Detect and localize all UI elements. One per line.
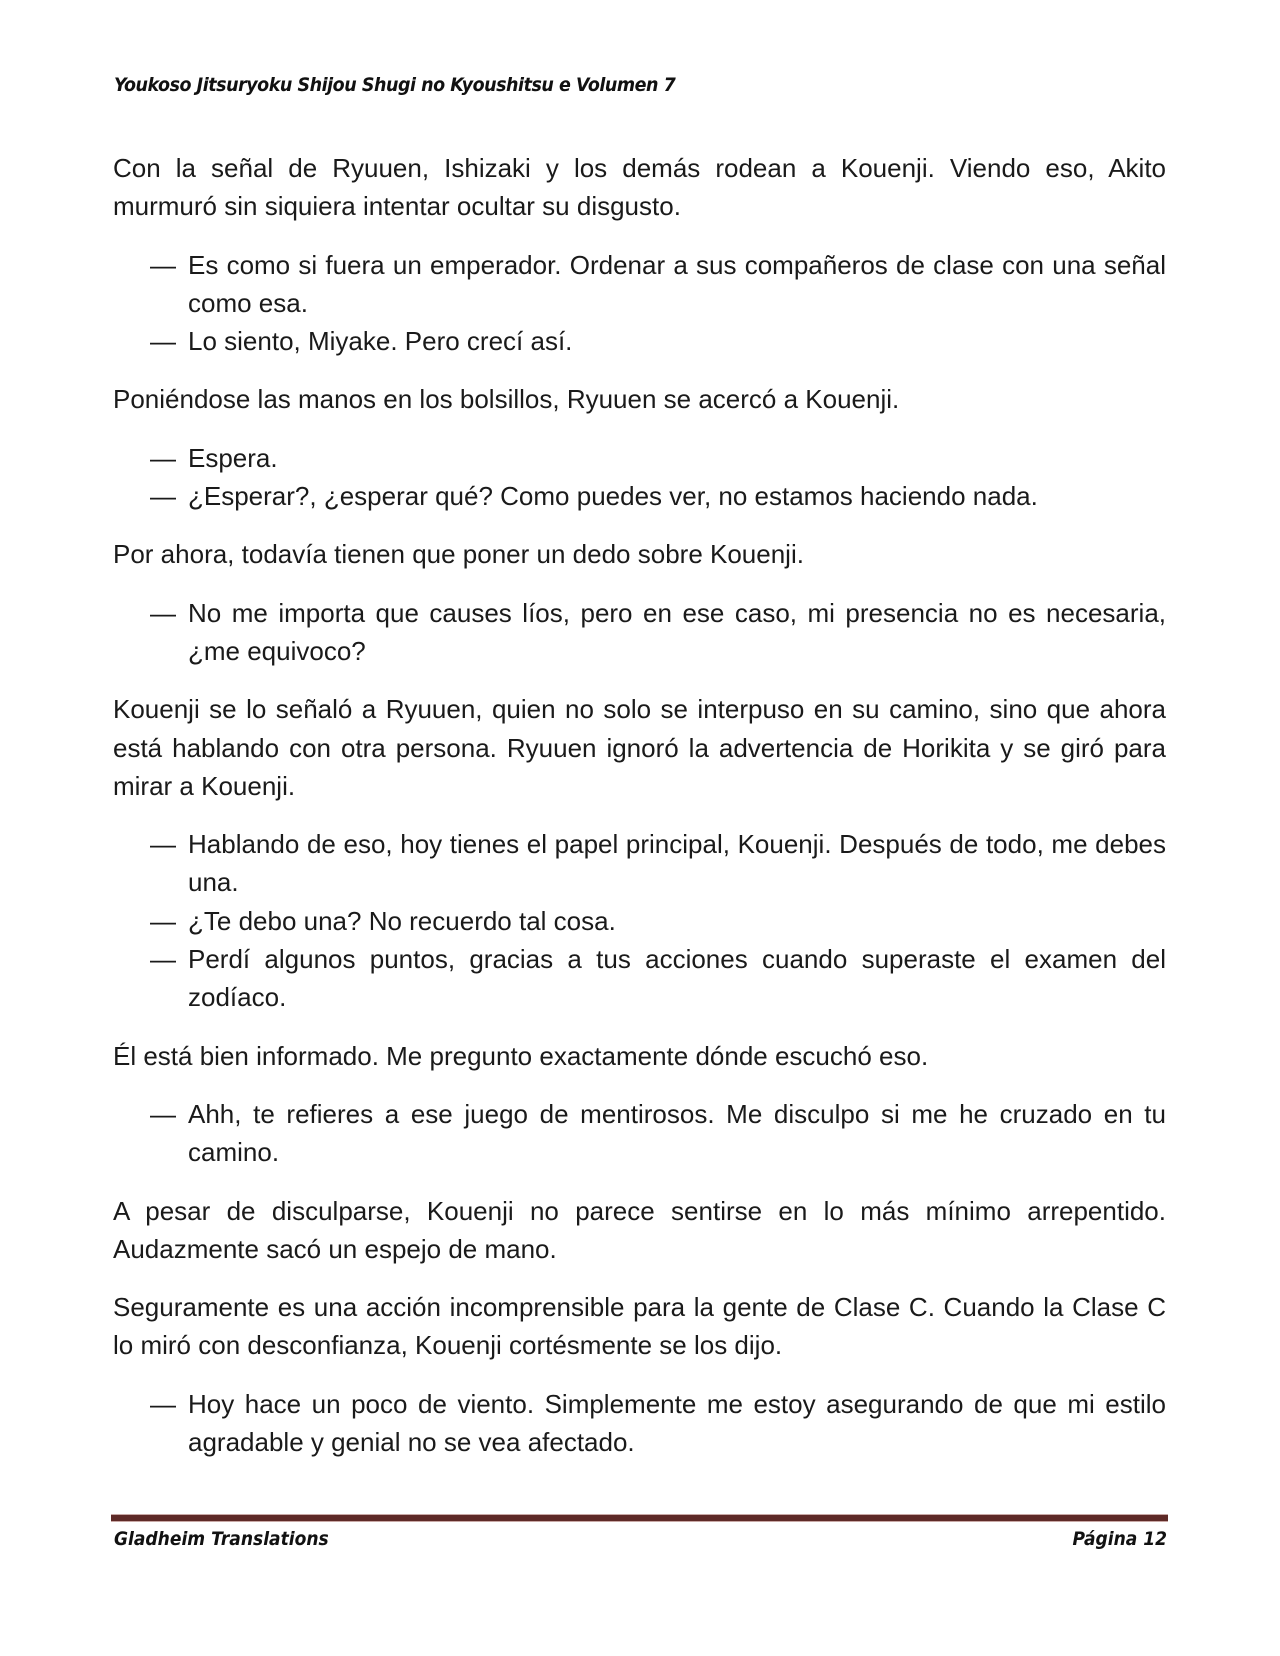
dialogue-dash: —	[150, 481, 176, 512]
dialogue-dash: —	[150, 442, 176, 473]
footer-divider	[111, 1514, 1168, 1522]
dialogue-text: Es como si fuera un emperador. Ordenar a sus compañeros de clase con una señal como esa.	[188, 249, 1166, 318]
dialogue-dash: —	[150, 829, 176, 860]
paragraph: Poniéndose las manos en los bolsillos, Ryuuen se acercó a Kouenji.	[113, 384, 900, 415]
dialogue-text: ¿Esperar?, ¿esperar qué? Como puedes ver, no estamos haciendo nada.	[188, 481, 1038, 512]
dialogue-line	[113, 1095, 1166, 1172]
dialogue-dash: —	[150, 249, 176, 280]
dialogue-dash: —	[150, 944, 176, 975]
dialogue-group	[113, 1385, 1166, 1462]
dialogue-line	[113, 439, 1166, 477]
page-body	[113, 149, 1166, 1481]
dialogue-group	[113, 246, 1166, 361]
dialogue-group	[113, 825, 1166, 1016]
paragraph: Él está bien informado. Me pregunto exactamente dónde escuchó eso.	[113, 1040, 929, 1071]
dialogue-text: Hoy hace un poco de viento. Simplemente me estoy asegurando de que mi estilo agradable y genial no se vea afectado.	[188, 1388, 1166, 1458]
dialogue-text: Hablando de eso, hoy tienes el papel principal, Kouenji. Después de todo, me debes una.	[188, 829, 1166, 898]
dialogue-text: Ahh, te refieres a ese juego de mentirosos. Me disculpo si me he cruzado en tu camino.	[188, 1098, 1166, 1168]
dialogue-text: Perdí algunos puntos, gracias a tus acciones cuando superaste el examen del zodíaco.	[188, 944, 1166, 1013]
paragraph: Con la señal de Ryuuen, Ishizaki y los demás rodean a Kouenji. Viendo eso, Akito murmuró sin siquiera intentar ocultar su disgusto.	[113, 153, 1166, 222]
dialogue-dash: —	[150, 597, 176, 628]
dialogue-text: Lo siento, Miyake. Pero crecí así.	[188, 326, 573, 357]
dialogue-dash: —	[150, 1098, 176, 1129]
dialogue-line	[113, 940, 1166, 1017]
dialogue-dash: —	[150, 905, 176, 936]
page-header: Youkoso Jitsuryoku Shijou Shugi no Kyoushitsu e Volumen 7	[114, 74, 676, 96]
paragraph: A pesar de disculparse, Kouenji no parece sentirse en lo más mínimo arrepentido. Audazmente sacó un espejo de mano.	[113, 1195, 1166, 1264]
footer-page-number: Página 12	[1072, 1528, 1167, 1550]
dialogue-line	[113, 594, 1166, 671]
dialogue-line	[113, 902, 1166, 940]
dialogue-group	[113, 1095, 1166, 1172]
dialogue-dash: —	[150, 1388, 176, 1419]
dialogue-text: Espera.	[188, 442, 278, 473]
dialogue-text: No me importa que causes líos, pero en ese caso, mi presencia no es necesaria, ¿me equivoco?	[188, 597, 1166, 666]
dialogue-text: ¿Te debo una? No recuerdo tal cosa.	[188, 905, 616, 936]
dialogue-line	[113, 1385, 1166, 1462]
dialogue-group	[113, 439, 1166, 516]
paragraph: Por ahora, todavía tienen que poner un dedo sobre Kouenji.	[113, 539, 804, 570]
dialogue-dash: —	[150, 326, 176, 357]
dialogue-line	[113, 825, 1166, 902]
dialogue-line	[113, 477, 1166, 515]
paragraph: Seguramente es una acción incomprensible para la gente de Clase C. Cuando la Clase C lo miró con desconfianza, Kouenji cortésmente se los dijo.	[113, 1292, 1166, 1361]
dialogue-group	[113, 594, 1166, 671]
dialogue-line	[113, 246, 1166, 323]
footer-publisher: Gladheim Translations	[114, 1528, 329, 1550]
dialogue-line	[113, 322, 1166, 360]
paragraph: Kouenji se lo señaló a Ryuuen, quien no solo se interpuso en su camino, sino que ahora está hablando con otra persona. Ryuuen ignoró la advertencia de Horikita y se giró para mirar a Kouenji.	[113, 694, 1166, 801]
